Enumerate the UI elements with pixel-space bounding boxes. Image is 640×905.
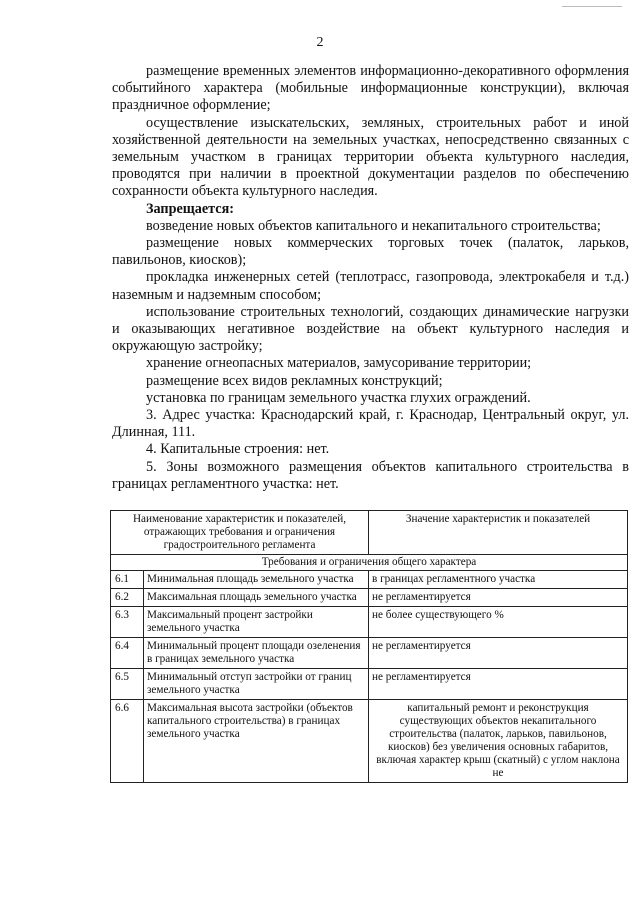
row-value: не регламентируется <box>369 638 628 669</box>
row-number: 6.6 <box>111 700 144 783</box>
document-body <box>112 63 629 493</box>
table-row <box>111 669 628 700</box>
row-number: 6.3 <box>111 607 144 638</box>
row-value: не регламентируется <box>369 669 628 700</box>
paragraph: прокладка инженерных сетей (теплотрасс, газопровода, электрокабеля и т.д.) наземным и надземным способом; <box>112 269 629 303</box>
row-name: Минимальная площадь земельного участка <box>144 571 369 589</box>
paragraph: использование строительных технологий, создающих динамические нагрузки и оказывающих негативное воздействие на объект культурного наследия и окружающую застройку; <box>112 303 629 355</box>
row-number: 6.5 <box>111 669 144 700</box>
address-paragraph: 3. Адрес участка: Краснодарский край, г. Краснодар, Центральный округ, ул. Длинная, 111. <box>112 407 629 441</box>
table-row <box>111 571 628 589</box>
regulation-table <box>110 510 628 783</box>
row-name: Максимальная высота застройки (объектов капитального строительства) в границах земельного участка <box>144 700 369 783</box>
paragraph: хранение огнеопасных материалов, замусоривание территории; <box>146 355 532 372</box>
table-row <box>111 589 628 607</box>
table-header-row <box>111 511 628 555</box>
scan-corner-mark <box>562 0 622 7</box>
prohibited-heading: Запрещается: <box>146 200 234 217</box>
paragraph: установка по границам земельного участка глухих ограждений. <box>146 389 531 406</box>
table-row <box>111 638 628 669</box>
section-row <box>111 555 628 571</box>
row-value: капитальный ремонт и реконструкция существующих объектов некапитального строительства (палаток, ларьков, павильонов, киосков) без увеличения основных габаритов, включая характер крыш (скатный) с углом наклона не <box>369 700 628 783</box>
paragraph: размещение временных элементов информационно-декоративного оформления событийного характера (мобильные информационные конструкции), включая праздничное оформление; <box>112 63 629 114</box>
paragraph: размещение новых коммерческих торговых точек (палаток, ларьков, павильонов, киосков); <box>112 235 629 269</box>
row-number: 6.2 <box>111 589 144 607</box>
page-number: 2 <box>316 35 324 50</box>
paragraph: возведение новых объектов капитального и некапитального строительства; <box>146 217 601 234</box>
zones-paragraph: 5. Зоны возможного размещения объектов капитального строительства в границах регламентного участка: нет. <box>112 458 629 492</box>
row-value: не более существующего % <box>369 607 628 638</box>
row-name: Минимальный процент площади озеленения в границах земельного участка <box>144 638 369 669</box>
row-value: в границах регламентного участка <box>369 571 628 589</box>
header-value-cell: Значение характеристик и показателей <box>369 511 628 555</box>
paragraph: размещение всех видов рекламных конструкций; <box>146 372 443 389</box>
row-number: 6.1 <box>111 571 144 589</box>
row-name: Максимальная площадь земельного участка <box>144 589 369 607</box>
header-name-cell: Наименование характеристик и показателей, отражающих требования и ограничения градостроительного регламента <box>111 511 369 555</box>
row-number: 6.4 <box>111 638 144 669</box>
row-name: Минимальный отступ застройки от границ земельного участка <box>144 669 369 700</box>
buildings-paragraph: 4. Капитальные строения: нет. <box>146 441 330 458</box>
section-title-cell: Требования и ограничения общего характера <box>111 555 628 571</box>
table-row <box>111 700 628 783</box>
paragraph: осуществление изыскательских, земляных, строительных работ и иной хозяйственной деятельности на земельных участках, непосредственно связанных с земельным участком в границах территории объекта культурного наследия, проводятся при наличии в проектной документации разделов по обеспечению сохранности объекта культурного наследия. <box>112 114 629 200</box>
row-name: Максимальный процент застройки земельного участка <box>144 607 369 638</box>
table-row <box>111 607 628 638</box>
row-value: не регламентируется <box>369 589 628 607</box>
